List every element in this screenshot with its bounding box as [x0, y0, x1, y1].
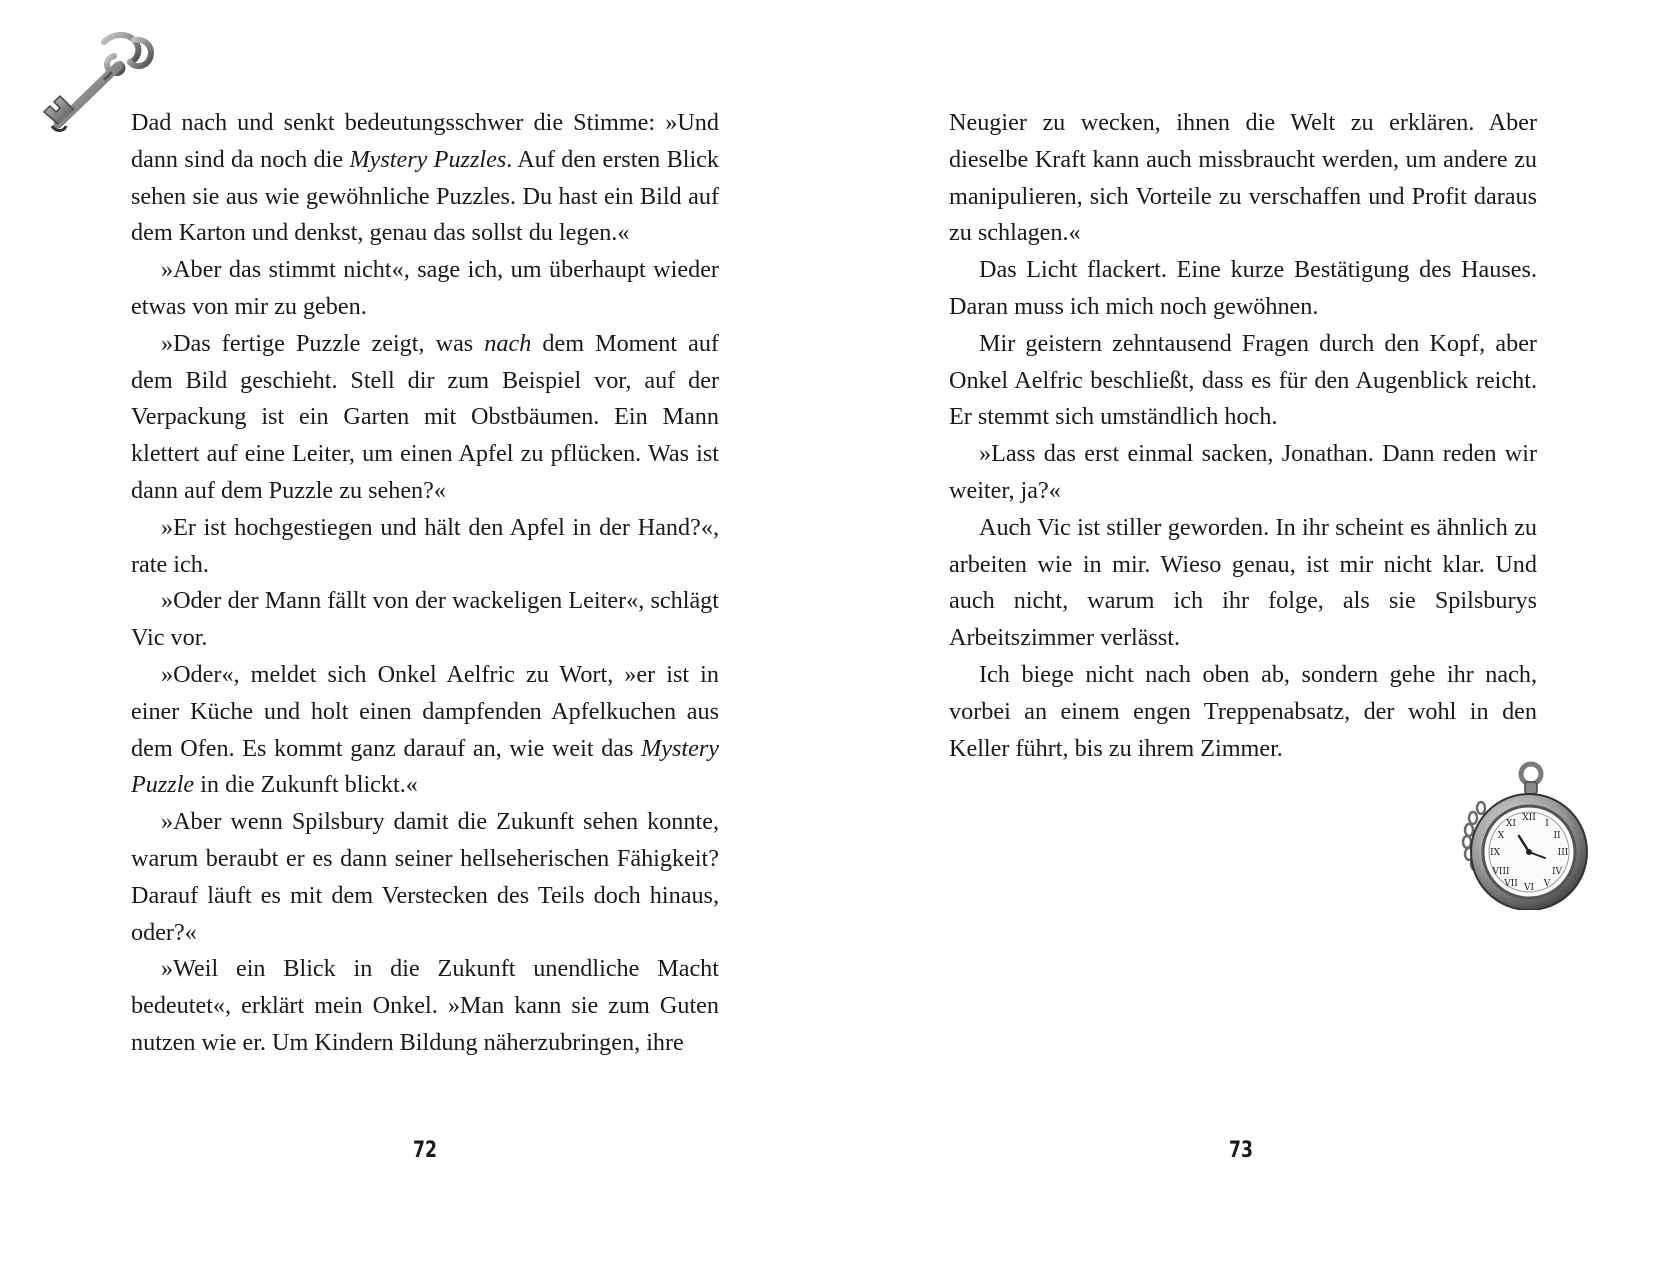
paragraph — [949, 657, 1537, 767]
text-run: Das Licht flackert. Eine kurze Bestätigung des Hauses. Daran muss ich mich noch gewöhnen. — [949, 256, 1537, 320]
text-run: »Er ist hochgestiegen und hält den Apfel in der Hand?«, rate ich. — [131, 513, 719, 578]
svg-text:VII: VII — [1504, 879, 1518, 889]
text-run: »Aber das stimmt nicht«, sage ich, um überhaupt wieder etwas von mir zu geben. — [131, 256, 719, 320]
paragraph — [949, 510, 1537, 657]
paragraph — [131, 583, 719, 657]
italic-text: nach — [484, 329, 532, 357]
paragraph — [131, 510, 719, 584]
right-page — [827, 0, 1654, 1270]
text-run: »Oder«, meldet sich Onkel Aelfric zu Wort, »er ist in einer Küche und holt einen dampfenden Apfelkuchen aus dem Ofen. Es kommt ganz darauf an, wie weit das — [131, 660, 719, 762]
text-run: Mir geistern zehntausend Fragen durch den Kopf, aber Onkel Aelfric beschließt, dass es für den Augenblick reicht. Er stemmt sich umständlich hoch. — [949, 329, 1537, 431]
paragraph — [949, 326, 1537, 436]
paragraph — [131, 951, 719, 1061]
pocket-watch-icon — [1451, 760, 1591, 910]
text-run: »Aber wenn Spilsbury damit die Zukunft sehen konnte, warum beraubt er es dann seiner hellseherischen Fähigkeit? Darauf läuft es mit dem Verstecken des Teils doch hinaus, oder?« — [131, 808, 719, 946]
text-run: Neugier zu wecken, ihnen die Welt zu erklären. Aber dieselbe Kraft kann auch missbraucht werden, um andere zu manipulieren, sich Vorteile zu verschaffen und Profit daraus zu schlagen.« — [949, 109, 1537, 247]
right-page-body — [949, 105, 1537, 767]
svg-text:X: X — [1497, 831, 1505, 841]
text-run: »Oder der Mann fällt von der wackeligen Leiter«, schlägt Vic vor. — [131, 587, 719, 652]
paragraph — [949, 252, 1537, 326]
text-run: Ich biege nicht nach oben ab, sondern gehe ihr nach, vorbei an einem engen Treppenabsatz, der wohl in den Keller führt, bis zu ihrem Zimmer. — [949, 660, 1537, 762]
paragraph — [131, 105, 719, 252]
svg-text:I: I — [1545, 819, 1549, 829]
paragraph — [131, 252, 719, 326]
text-run: »Das fertige Puzzle zeigt, was — [161, 329, 485, 357]
left-page-body — [131, 105, 719, 1062]
page-number-left: 72 — [413, 1138, 437, 1163]
svg-text:III: III — [1557, 848, 1569, 858]
svg-text:VI: VI — [1523, 883, 1535, 893]
text-run: »Lass das erst einmal sacken, Jonathan. Dann reden wir weiter, ja?« — [949, 440, 1537, 504]
text-run: dem Moment auf dem Bild geschieht. Stell dir zum Beispiel vor, auf der Verpackung ist ein Garten mit Obstbäumen. Ein Mann klettert auf eine Leiter, um einen Apfel zu pflücken. Was ist dann auf dem Puzzle zu sehen?« — [131, 329, 719, 504]
paragraph — [131, 326, 719, 510]
svg-text:XI: XI — [1506, 819, 1516, 829]
page-number-right: 73 — [1229, 1138, 1253, 1163]
svg-text:VIII: VIII — [1492, 867, 1510, 877]
svg-text:V: V — [1543, 879, 1551, 889]
text-run: in die Zukunft blickt.« — [194, 771, 418, 799]
paragraph — [131, 657, 719, 804]
text-run: »Weil ein Blick in die Zukunft unendliche Macht bedeutet«, erklärt mein Onkel. »Man kann sie zum Guten nutzen wie er. Um Kindern Bildung näherzubringen, ihre — [131, 955, 719, 1056]
italic-text: Mystery Puzzles — [349, 145, 507, 173]
paragraph — [949, 436, 1537, 510]
svg-text:IV: IV — [1551, 867, 1563, 877]
text-run: Dad nach und senkt bedeutungsschwer die Stimme: »Und dann sind da noch die — [131, 109, 719, 173]
text-run: . Auf den ersten Blick sehen sie aus wie gewöhnliche Puzzles. Du hast ein Bild auf dem Karton und denkst, genau das sollst du legen.« — [131, 145, 720, 247]
svg-text:XII: XII — [1522, 813, 1536, 823]
text-run: Auch Vic ist stiller geworden. In ihr scheint es ähnlich zu arbeiten wie in mir. Wieso genau, ist mir nicht klar. Und auch nicht, warum ich ihr folge, als sie Spilsburys Arbeitszimmer verlässt. — [949, 513, 1537, 652]
paragraph — [949, 105, 1537, 252]
paragraph — [131, 804, 719, 951]
italic-text: Mystery Puzzle — [131, 734, 719, 799]
svg-text:IX: IX — [1490, 848, 1500, 858]
svg-text:II: II — [1553, 831, 1561, 841]
